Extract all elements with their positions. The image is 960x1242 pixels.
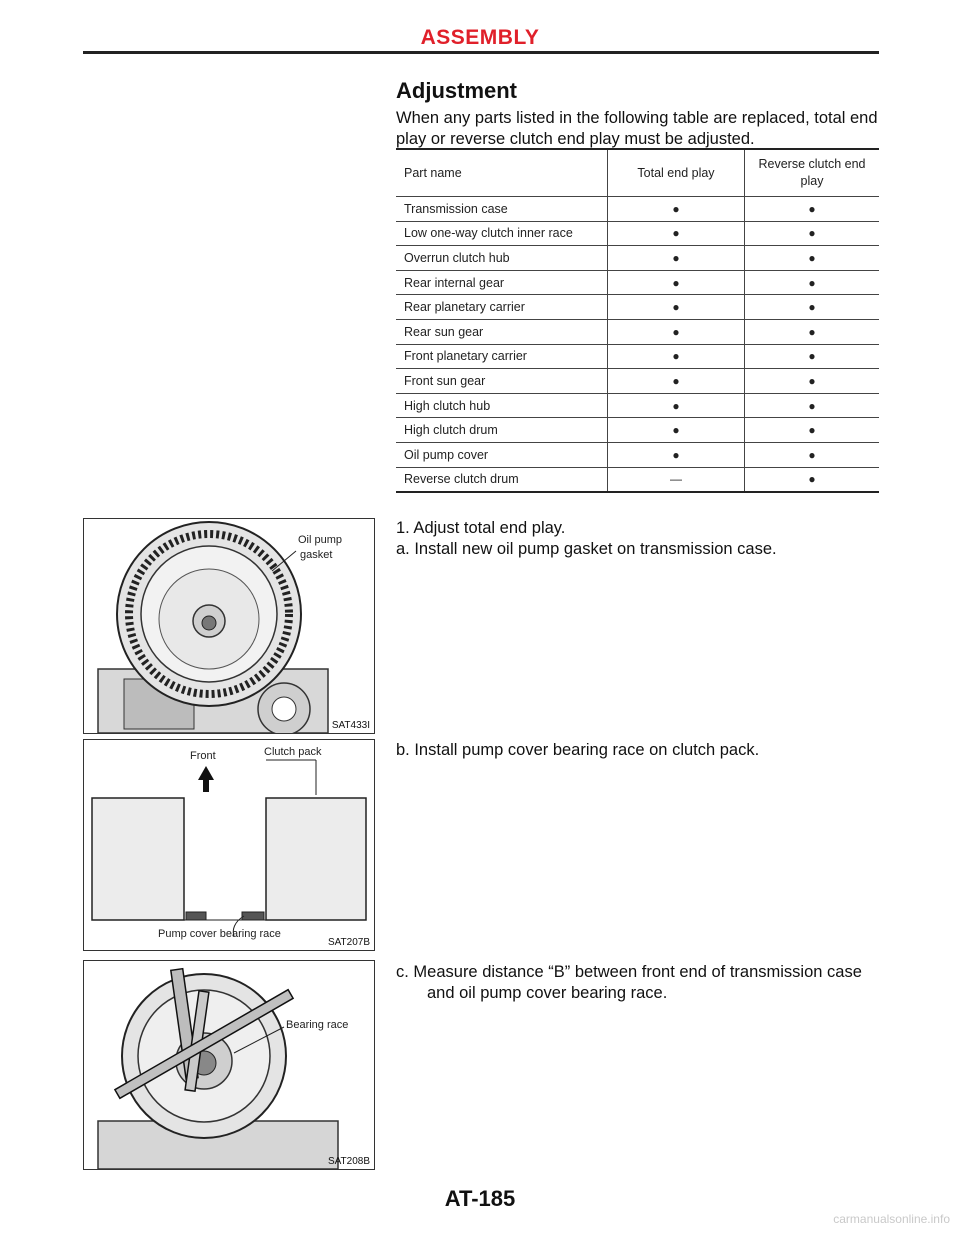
page-number: AT-185 [444, 1186, 516, 1211]
table-row [396, 393, 879, 418]
watermark-text: carmanualsonline.info [833, 1212, 950, 1226]
reverse-clutch-end-play-cell: ● [745, 270, 880, 295]
table-row [396, 246, 879, 271]
reverse-clutch-end-play-cell: ● [745, 442, 880, 467]
page-header-title: ASSEMBLY [420, 26, 540, 49]
part-name-cell: Oil pump cover [396, 442, 608, 467]
table-header-row [396, 149, 879, 197]
arrow-up-icon [198, 766, 214, 792]
table-row [396, 295, 879, 320]
table-row [396, 442, 879, 467]
table-row [396, 344, 879, 369]
step-1b [396, 740, 882, 761]
table-row [396, 270, 879, 295]
part-name-cell: High clutch drum [396, 418, 608, 443]
reverse-clutch-end-play-cell: ● [745, 393, 880, 418]
part-name-cell: Front planetary carrier [396, 344, 608, 369]
reverse-clutch-end-play-cell: ● [745, 221, 880, 246]
callout-oil-pump: Oil pump [298, 534, 343, 546]
reverse-clutch-end-play-cell: ● [745, 246, 880, 271]
figure-pump-cover-bearing-race [83, 739, 375, 951]
figure-measure-distance-b [83, 960, 375, 1170]
intro-paragraph: When any parts listed in the following table are replaced, total end play or reverse clutch end play must be adjusted. [396, 109, 878, 148]
column-header-part-name: Part name [396, 149, 608, 197]
gasket-illustration [84, 519, 374, 733]
callout-pump-cover-bearing-race: Pump cover bearing race [158, 928, 281, 940]
figure-code: SAT208B [327, 1156, 370, 1167]
total-end-play-cell: ● [608, 344, 745, 369]
reverse-clutch-end-play-cell: ● [745, 369, 880, 394]
adjustment-table [396, 148, 879, 493]
step-1 [396, 518, 882, 560]
reverse-clutch-end-play-cell: ● [745, 197, 880, 222]
total-end-play-cell: ● [608, 246, 745, 271]
total-end-play-cell: ● [608, 221, 745, 246]
callout-front: Front [190, 750, 216, 762]
total-end-play-cell: ● [608, 369, 745, 394]
reverse-clutch-end-play-cell: ● [745, 467, 880, 492]
total-end-play-cell: ● [608, 319, 745, 344]
part-name-cell: Reverse clutch drum [396, 467, 608, 492]
reverse-clutch-end-play-cell: ● [745, 319, 880, 344]
figure-oil-pump-gasket [83, 518, 375, 734]
reverse-clutch-end-play-cell: ● [745, 295, 880, 320]
part-name-cell: Rear sun gear [396, 319, 608, 344]
table-row [396, 319, 879, 344]
part-name-cell: Transmission case [396, 197, 608, 222]
part-name-cell: High clutch hub [396, 393, 608, 418]
bearing-race-illustration [84, 961, 374, 1169]
part-name-cell: Overrun clutch hub [396, 246, 608, 271]
table-body [396, 197, 879, 493]
table-row [396, 369, 879, 394]
figure-code: SAT433I [331, 720, 370, 731]
callout-gasket: gasket [300, 549, 333, 561]
column-header-reverse-clutch-end-play: Reverse clutch end play [745, 149, 880, 197]
table-row [396, 467, 879, 492]
table-row [396, 197, 879, 222]
total-end-play-cell: ● [608, 442, 745, 467]
part-name-cell: Rear internal gear [396, 270, 608, 295]
total-end-play-cell: ● [608, 418, 745, 443]
total-end-play-cell: ● [608, 393, 745, 418]
table-row [396, 221, 879, 246]
callout-bearing-race: Bearing race [286, 1019, 349, 1031]
reverse-clutch-end-play-cell: ● [745, 344, 880, 369]
step-1-text: 1. Adjust total end play. [396, 519, 566, 537]
step-1c [396, 962, 882, 1004]
total-end-play-cell: ● [608, 197, 745, 222]
callout-clutch-pack: Clutch pack [264, 746, 322, 758]
total-end-play-cell: — [608, 467, 745, 492]
figure-code: SAT207B [327, 937, 370, 948]
section-heading: Adjustment [396, 78, 517, 103]
total-end-play-cell: ● [608, 295, 745, 320]
step-1b-text: b. Install pump cover bearing race on clutch pack. [396, 741, 760, 759]
table-row [396, 418, 879, 443]
clutch-pack-illustration [84, 740, 374, 950]
part-name-cell: Low one-way clutch inner race [396, 221, 608, 246]
reverse-clutch-end-play-cell: ● [745, 418, 880, 443]
header-divider [83, 51, 879, 54]
part-name-cell: Rear planetary carrier [396, 295, 608, 320]
step-1c-text: c. Measure distance “B” between front end of transmission case and oil pump cover bearing race. [396, 963, 862, 1002]
part-name-cell: Front sun gear [396, 369, 608, 394]
column-header-total-end-play: Total end play [608, 149, 745, 197]
total-end-play-cell: ● [608, 270, 745, 295]
step-1a-text: a. Install new oil pump gasket on transmission case. [396, 540, 777, 558]
